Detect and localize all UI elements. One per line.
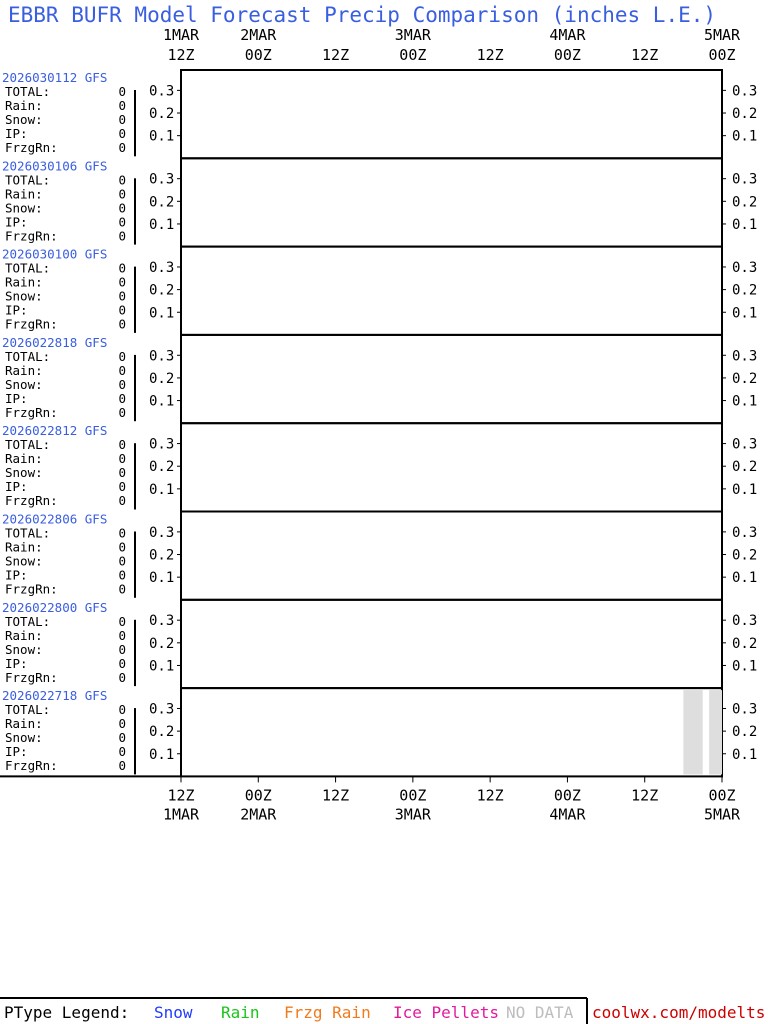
plot-frame <box>181 600 722 688</box>
bottom-hour-label-0: 12Z <box>167 786 195 805</box>
stat-label: TOTAL: <box>5 525 51 541</box>
stat-label: Rain: <box>5 627 43 643</box>
plot-frame <box>181 70 722 158</box>
y-tick-label-right: 0.2 <box>732 370 758 387</box>
stat-value: 0 <box>118 655 126 671</box>
stat-value: 0 <box>118 140 126 155</box>
stat-value: 0 <box>118 525 126 541</box>
stat-label: Snow: <box>5 288 43 304</box>
run-panel-6 <box>2 600 757 688</box>
top-date-label-5: 4MAR <box>549 26 586 44</box>
y-tick-label-left: 0.3 <box>149 701 175 718</box>
stat-value: 0 <box>118 274 126 290</box>
stat-value: 0 <box>118 716 126 732</box>
y-tick-label-left: 0.1 <box>149 216 175 233</box>
stat-label: Snow: <box>5 200 43 216</box>
stat-value: 0 <box>118 186 126 202</box>
bottom-hour-label-7: 00Z <box>708 786 736 805</box>
stat-label: FrzgRn: <box>5 758 58 774</box>
stat-label: Snow: <box>5 730 43 746</box>
bottom-hour-label-6: 12Z <box>631 786 659 805</box>
y-tick-label-right: 0.1 <box>732 481 758 498</box>
ptype-legend <box>0 998 765 1024</box>
bottom-hour-label-3: 00Z <box>399 786 427 805</box>
stat-label: TOTAL: <box>5 348 51 364</box>
stat-label: FrzgRn: <box>5 316 58 332</box>
legend-item: NO DATA <box>506 1003 574 1022</box>
run-label: 2026022812 GFS <box>2 423 108 439</box>
top-date-label-3: 3MAR <box>394 26 431 44</box>
legend-item: Frzg Rain <box>284 1003 371 1022</box>
legend-item: Ice Pellets <box>393 1003 499 1022</box>
stat-value: 0 <box>118 362 126 378</box>
y-tick-label-right: 0.2 <box>732 194 758 211</box>
y-tick-label-right: 0.2 <box>732 459 758 476</box>
run-label: 2026030106 GFS <box>2 158 108 174</box>
y-tick-label-left: 0.2 <box>149 106 175 123</box>
forecast-run-panels <box>0 70 757 776</box>
top-hour-label-6: 12Z <box>631 46 659 64</box>
bottom-time-axis <box>163 776 741 823</box>
plot-frame <box>181 158 722 246</box>
bottom-hour-label-2: 12Z <box>322 786 350 805</box>
stat-value: 0 <box>118 451 126 467</box>
y-tick-label-right: 0.2 <box>732 547 758 564</box>
run-label: 2026022718 GFS <box>2 688 108 704</box>
no-data-bar <box>709 690 722 774</box>
stat-label: IP: <box>5 655 28 671</box>
bottom-date-label-3: 3MAR <box>394 805 431 824</box>
stat-label: Snow: <box>5 553 43 569</box>
stat-value: 0 <box>118 758 126 774</box>
y-tick-label-left: 0.2 <box>149 547 175 564</box>
stat-value: 0 <box>118 228 126 244</box>
stat-label: TOTAL: <box>5 613 51 629</box>
y-tick-label-left: 0.3 <box>149 171 175 188</box>
y-tick-label-right: 0.2 <box>732 635 758 652</box>
stat-value: 0 <box>118 437 126 453</box>
stat-label: FrzgRn: <box>5 404 58 420</box>
no-data-bar <box>683 690 702 774</box>
bottom-date-label-5: 4MAR <box>549 805 586 824</box>
stat-label: IP: <box>5 567 28 583</box>
stat-label: IP: <box>5 744 28 760</box>
stat-label: FrzgRn: <box>5 581 58 597</box>
chart-title: EBBR BUFR Model Forecast Precip Comparison (inches L.E.) <box>8 3 717 27</box>
y-tick-label-left: 0.2 <box>149 282 175 299</box>
stat-value: 0 <box>118 112 126 127</box>
stat-value: 0 <box>118 553 126 569</box>
y-tick-label-right: 0.3 <box>732 348 758 365</box>
stat-label: Snow: <box>5 112 43 127</box>
y-tick-label-left: 0.2 <box>149 370 175 387</box>
stat-value: 0 <box>118 126 126 141</box>
stat-label: TOTAL: <box>5 437 51 453</box>
y-tick-label-left: 0.3 <box>149 348 175 365</box>
stat-value: 0 <box>118 316 126 332</box>
y-tick-label-right: 0.1 <box>732 570 758 587</box>
stat-value: 0 <box>118 172 126 188</box>
stat-label: IP: <box>5 214 28 230</box>
stat-label: TOTAL: <box>5 172 51 188</box>
y-tick-label-right: 0.2 <box>732 724 758 741</box>
y-tick-label-left: 0.1 <box>149 393 175 410</box>
y-tick-label-right: 0.3 <box>732 83 758 100</box>
y-tick-label-right: 0.1 <box>732 216 758 233</box>
stat-label: Rain: <box>5 362 43 378</box>
y-tick-label-right: 0.3 <box>732 259 758 276</box>
stat-value: 0 <box>118 214 126 230</box>
stat-label: Rain: <box>5 716 43 732</box>
bottom-date-label-7: 5MAR <box>703 805 741 824</box>
top-hour-label-3: 00Z <box>399 46 427 64</box>
y-tick-label-left: 0.2 <box>149 724 175 741</box>
run-panel-3 <box>2 335 757 423</box>
stat-label: Snow: <box>5 465 43 481</box>
stat-label: TOTAL: <box>5 702 51 718</box>
run-panel-0 <box>2 70 757 158</box>
stat-value: 0 <box>118 613 126 629</box>
plot-frame <box>181 423 722 511</box>
run-label: 2026030100 GFS <box>2 246 108 262</box>
stat-label: IP: <box>5 302 28 318</box>
bottom-date-label-1: 2MAR <box>240 805 277 824</box>
bottom-date-label-0: 1MAR <box>162 805 200 824</box>
y-tick-label-left: 0.3 <box>149 259 175 276</box>
legend-label: PType Legend: <box>4 1003 130 1022</box>
y-tick-label-right: 0.1 <box>732 305 758 322</box>
y-tick-label-right: 0.3 <box>732 436 758 453</box>
stat-value: 0 <box>118 479 126 495</box>
y-tick-label-right: 0.2 <box>732 106 758 123</box>
stat-label: Rain: <box>5 539 43 555</box>
stat-value: 0 <box>118 200 126 216</box>
run-panel-1 <box>2 158 757 246</box>
stat-value: 0 <box>118 288 126 304</box>
stat-label: IP: <box>5 390 28 406</box>
stat-label: FrzgRn: <box>5 669 58 685</box>
run-panel-5 <box>2 512 757 600</box>
stat-value: 0 <box>118 669 126 685</box>
y-tick-label-right: 0.1 <box>732 658 758 675</box>
y-tick-label-right: 0.3 <box>732 613 758 630</box>
stat-value: 0 <box>118 404 126 420</box>
run-label: 2026030112 GFS <box>2 70 108 85</box>
top-time-axis <box>163 26 741 64</box>
stat-value: 0 <box>118 493 126 509</box>
stat-value: 0 <box>118 581 126 597</box>
legend-item: Rain <box>221 1003 260 1022</box>
y-tick-label-left: 0.1 <box>149 128 175 145</box>
top-hour-label-1: 00Z <box>244 46 272 64</box>
top-hour-label-0: 12Z <box>167 46 195 64</box>
stat-label: IP: <box>5 126 28 141</box>
y-tick-label-right: 0.1 <box>732 128 758 145</box>
top-date-label-1: 2MAR <box>240 26 277 44</box>
stat-value: 0 <box>118 744 126 760</box>
y-tick-label-left: 0.2 <box>149 459 175 476</box>
y-tick-label-right: 0.2 <box>732 282 758 299</box>
stat-label: Rain: <box>5 274 43 290</box>
y-tick-label-left: 0.1 <box>149 658 175 675</box>
stat-value: 0 <box>118 376 126 392</box>
y-tick-label-right: 0.1 <box>732 393 758 410</box>
stat-label: Rain: <box>5 98 43 113</box>
y-tick-label-left: 0.3 <box>149 436 175 453</box>
stat-value: 0 <box>118 465 126 481</box>
y-tick-label-left: 0.3 <box>149 613 175 630</box>
stat-label: Snow: <box>5 376 43 392</box>
stat-label: FrzgRn: <box>5 228 58 244</box>
stat-label: FrzgRn: <box>5 140 58 155</box>
run-label: 2026022818 GFS <box>2 334 108 350</box>
y-tick-label-left: 0.1 <box>149 570 175 587</box>
stat-label: TOTAL: <box>5 260 51 276</box>
y-tick-label-right: 0.3 <box>732 701 758 718</box>
bottom-hour-label-1: 00Z <box>244 786 272 805</box>
stat-value: 0 <box>118 702 126 718</box>
stat-value: 0 <box>118 627 126 643</box>
y-tick-label-right: 0.3 <box>732 524 758 541</box>
y-tick-label-right: 0.1 <box>732 746 758 763</box>
stat-label: IP: <box>5 479 28 495</box>
run-panel-2 <box>2 247 757 335</box>
top-hour-label-5: 00Z <box>553 46 581 64</box>
run-panel-7 <box>2 688 757 776</box>
stat-value: 0 <box>118 390 126 406</box>
plot-frame <box>181 512 722 600</box>
stat-value: 0 <box>118 567 126 583</box>
y-tick-label-left: 0.2 <box>149 194 175 211</box>
run-panel-4 <box>2 423 757 511</box>
stat-label: Snow: <box>5 641 43 657</box>
y-tick-label-left: 0.1 <box>149 481 175 498</box>
plot-frame <box>181 247 722 335</box>
y-tick-label-left: 0.1 <box>149 746 175 763</box>
stat-value: 0 <box>118 260 126 276</box>
bottom-hour-label-4: 12Z <box>476 786 504 805</box>
stat-value: 0 <box>118 302 126 318</box>
stat-value: 0 <box>118 348 126 364</box>
bottom-hour-label-5: 00Z <box>553 786 581 805</box>
legend-item: Snow <box>154 1003 193 1022</box>
stat-label: FrzgRn: <box>5 493 58 509</box>
stat-label: Rain: <box>5 451 43 467</box>
top-hour-label-2: 12Z <box>322 46 350 64</box>
stat-label: TOTAL: <box>5 84 51 99</box>
site-credit: coolwx.com/modelts <box>592 1003 766 1022</box>
stat-value: 0 <box>118 730 126 746</box>
y-tick-label-left: 0.1 <box>149 305 175 322</box>
plot-frame <box>181 688 722 776</box>
y-tick-label-left: 0.3 <box>149 83 175 100</box>
stat-label: Rain: <box>5 186 43 202</box>
run-label: 2026022800 GFS <box>2 599 108 615</box>
y-tick-label-left: 0.2 <box>149 635 175 652</box>
top-hour-label-4: 12Z <box>476 46 504 64</box>
stat-value: 0 <box>118 641 126 657</box>
top-hour-label-7: 00Z <box>708 46 736 64</box>
stat-value: 0 <box>118 98 126 113</box>
run-label: 2026022806 GFS <box>2 511 108 527</box>
y-tick-label-left: 0.3 <box>149 524 175 541</box>
top-date-label-7: 5MAR <box>703 26 741 44</box>
y-tick-label-right: 0.3 <box>732 171 758 188</box>
stat-value: 0 <box>118 84 126 99</box>
top-date-label-0: 1MAR <box>162 26 200 44</box>
plot-frame <box>181 335 722 423</box>
stat-value: 0 <box>118 539 126 555</box>
